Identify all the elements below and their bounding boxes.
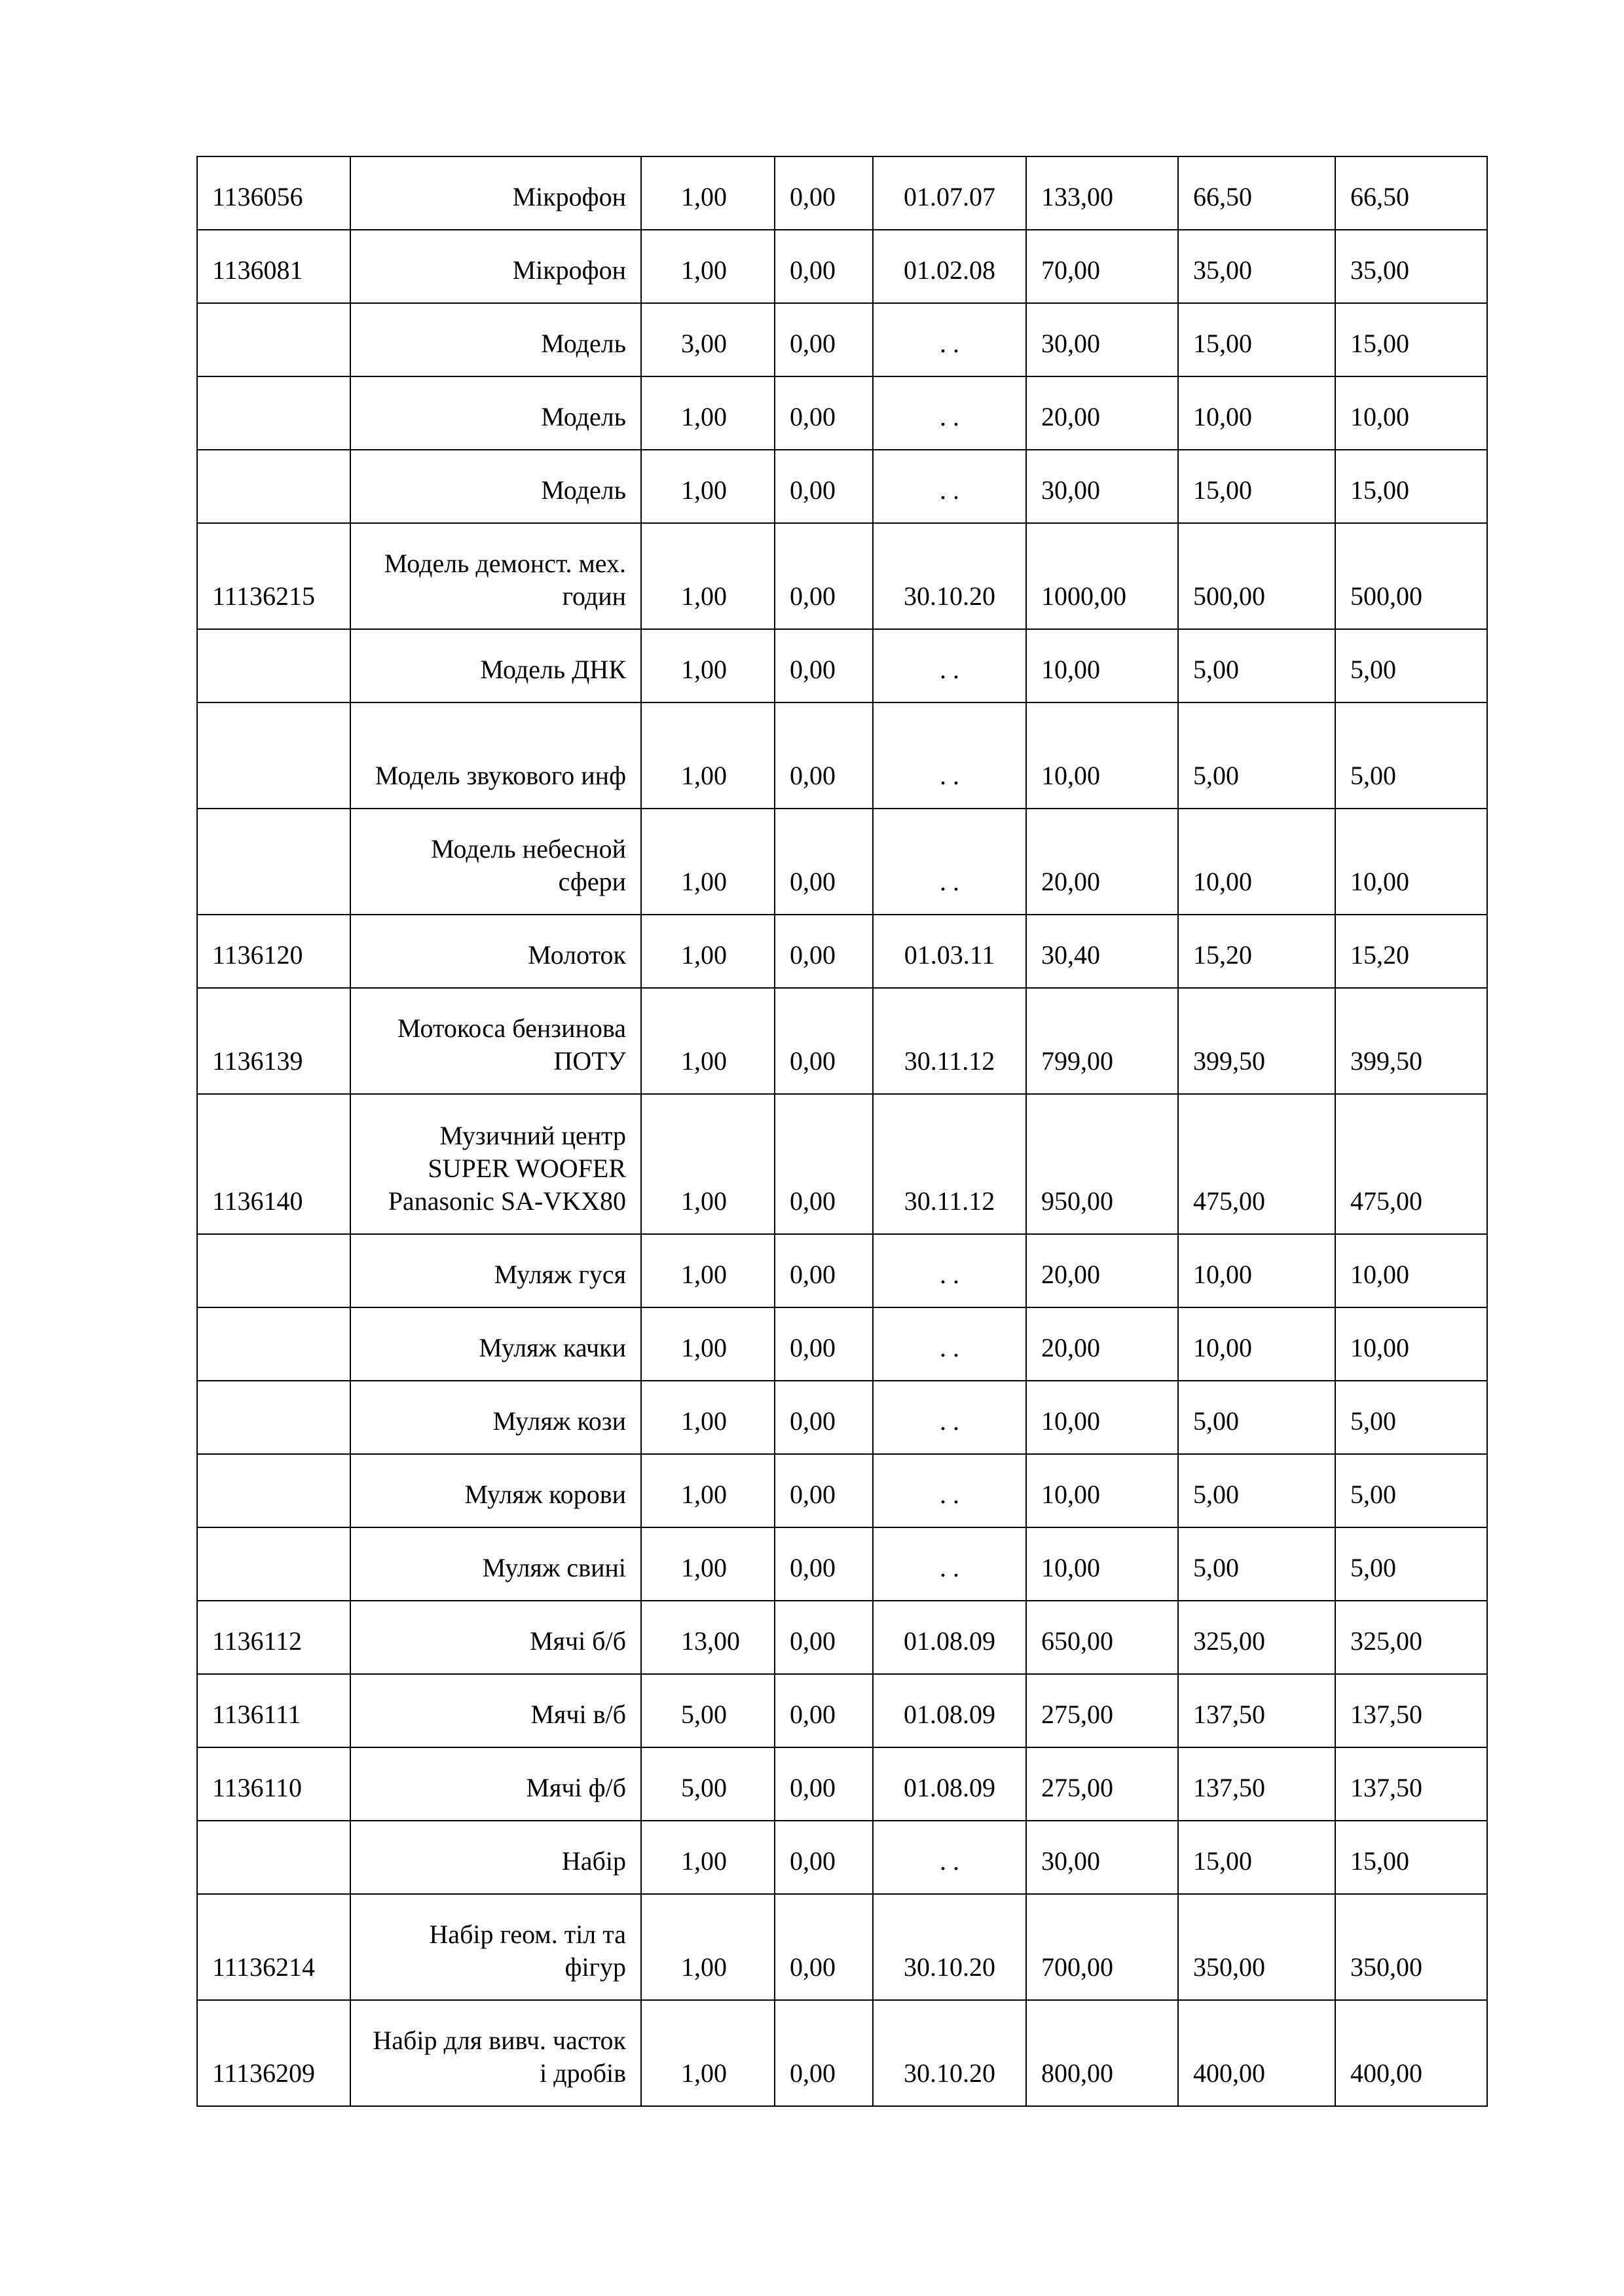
- price-cell: 20,00: [1026, 1234, 1178, 1307]
- quantity-cell: 1,00: [641, 1094, 775, 1234]
- inventory-code-cell: 1136120: [197, 915, 350, 988]
- inventory-code-cell: 1136140: [197, 1094, 350, 1234]
- inventory-code-cell: [197, 1381, 350, 1454]
- date-cell: . .: [873, 1527, 1026, 1601]
- quantity-cell: 1,00: [641, 230, 775, 303]
- price-cell: 800,00: [1026, 2000, 1178, 2106]
- inventory-code-cell: [197, 1234, 350, 1307]
- quantity-cell: 1,00: [641, 523, 775, 629]
- residual-value-cell: 137,50: [1335, 1674, 1487, 1747]
- residual-value-cell: 15,00: [1335, 450, 1487, 523]
- inventory-code-cell: [197, 376, 350, 450]
- residual-value-cell: 66,50: [1335, 156, 1487, 230]
- depreciation-cell: 5,00: [1178, 1381, 1335, 1454]
- quantity-cell: 1,00: [641, 1454, 775, 1527]
- price-cell: 10,00: [1026, 1381, 1178, 1454]
- depreciation-cell: 15,00: [1178, 303, 1335, 376]
- table-row: [197, 1307, 1487, 1381]
- table-row: [197, 303, 1487, 376]
- residual-value-cell: 10,00: [1335, 1234, 1487, 1307]
- price-cell: 30,00: [1026, 1821, 1178, 1894]
- residual-value-cell: 15,00: [1335, 1821, 1487, 1894]
- residual-value-cell: 35,00: [1335, 230, 1487, 303]
- zero-value-cell: 0,00: [775, 915, 873, 988]
- item-name-cell: Модель: [350, 376, 641, 450]
- inventory-code-cell: 1136139: [197, 988, 350, 1094]
- date-cell: 30.10.20: [873, 523, 1026, 629]
- item-name-cell: Мячі б/б: [350, 1601, 641, 1674]
- quantity-cell: 1,00: [641, 988, 775, 1094]
- date-cell: 01.03.11: [873, 915, 1026, 988]
- date-cell: . .: [873, 809, 1026, 915]
- table-row: [197, 1381, 1487, 1454]
- date-cell: 01.08.09: [873, 1601, 1026, 1674]
- price-cell: 70,00: [1026, 230, 1178, 303]
- inventory-code-cell: [197, 450, 350, 523]
- quantity-cell: 1,00: [641, 702, 775, 809]
- date-cell: . .: [873, 450, 1026, 523]
- price-cell: 1000,00: [1026, 523, 1178, 629]
- residual-value-cell: 399,50: [1335, 988, 1487, 1094]
- quantity-cell: 1,00: [641, 450, 775, 523]
- table-row: [197, 629, 1487, 702]
- zero-value-cell: 0,00: [775, 1381, 873, 1454]
- item-name-cell: Музичний центр SUPER WOOFER Panasonic SA-VKX80: [350, 1094, 641, 1234]
- quantity-cell: 5,00: [641, 1747, 775, 1821]
- date-cell: 30.10.20: [873, 2000, 1026, 2106]
- date-cell: . .: [873, 1821, 1026, 1894]
- date-cell: . .: [873, 629, 1026, 702]
- price-cell: 10,00: [1026, 1527, 1178, 1601]
- item-name-cell: Муляж гуся: [350, 1234, 641, 1307]
- depreciation-cell: 66,50: [1178, 156, 1335, 230]
- item-name-cell: Модель демонст. мех. годин: [350, 523, 641, 629]
- residual-value-cell: 325,00: [1335, 1601, 1487, 1674]
- date-cell: . .: [873, 303, 1026, 376]
- zero-value-cell: 0,00: [775, 1894, 873, 2000]
- item-name-cell: Мячі ф/б: [350, 1747, 641, 1821]
- quantity-cell: 1,00: [641, 2000, 775, 2106]
- residual-value-cell: 10,00: [1335, 1307, 1487, 1381]
- residual-value-cell: 137,50: [1335, 1747, 1487, 1821]
- inventory-code-cell: 1136081: [197, 230, 350, 303]
- item-name-cell: Муляж качки: [350, 1307, 641, 1381]
- depreciation-cell: 500,00: [1178, 523, 1335, 629]
- quantity-cell: 3,00: [641, 303, 775, 376]
- table-row: [197, 1454, 1487, 1527]
- zero-value-cell: 0,00: [775, 809, 873, 915]
- quantity-cell: 1,00: [641, 1381, 775, 1454]
- inventory-code-cell: 11136214: [197, 1894, 350, 2000]
- inventory-code-cell: [197, 1307, 350, 1381]
- inventory-code-cell: 1136110: [197, 1747, 350, 1821]
- price-cell: 133,00: [1026, 156, 1178, 230]
- item-name-cell: Мікрофон: [350, 156, 641, 230]
- table-row: [197, 1601, 1487, 1674]
- zero-value-cell: 0,00: [775, 629, 873, 702]
- item-name-cell: Модель: [350, 450, 641, 523]
- table-row: [197, 1234, 1487, 1307]
- inventory-code-cell: [197, 809, 350, 915]
- date-cell: 01.02.08: [873, 230, 1026, 303]
- date-cell: . .: [873, 702, 1026, 809]
- inventory-code-cell: 1136111: [197, 1674, 350, 1747]
- depreciation-cell: 35,00: [1178, 230, 1335, 303]
- quantity-cell: 5,00: [641, 1674, 775, 1747]
- price-cell: 700,00: [1026, 1894, 1178, 2000]
- residual-value-cell: 15,20: [1335, 915, 1487, 988]
- zero-value-cell: 0,00: [775, 702, 873, 809]
- item-name-cell: Мотокоса бензинова ПОТУ: [350, 988, 641, 1094]
- item-name-cell: Муляж свині: [350, 1527, 641, 1601]
- residual-value-cell: 5,00: [1335, 1381, 1487, 1454]
- zero-value-cell: 0,00: [775, 1527, 873, 1601]
- depreciation-cell: 137,50: [1178, 1747, 1335, 1821]
- quantity-cell: 13,00: [641, 1601, 775, 1674]
- depreciation-cell: 5,00: [1178, 1454, 1335, 1527]
- item-name-cell: Модель небесной сфери: [350, 809, 641, 915]
- table-row: [197, 1674, 1487, 1747]
- residual-value-cell: 350,00: [1335, 1894, 1487, 2000]
- table-row: [197, 1747, 1487, 1821]
- price-cell: 799,00: [1026, 988, 1178, 1094]
- date-cell: 01.07.07: [873, 156, 1026, 230]
- price-cell: 10,00: [1026, 702, 1178, 809]
- depreciation-cell: 10,00: [1178, 809, 1335, 915]
- inventory-code-cell: 11136209: [197, 2000, 350, 2106]
- date-cell: . .: [873, 1307, 1026, 1381]
- inventory-code-cell: 11136215: [197, 523, 350, 629]
- zero-value-cell: 0,00: [775, 1234, 873, 1307]
- quantity-cell: 1,00: [641, 1234, 775, 1307]
- table-row: [197, 450, 1487, 523]
- zero-value-cell: 0,00: [775, 1307, 873, 1381]
- depreciation-cell: 10,00: [1178, 1307, 1335, 1381]
- price-cell: 20,00: [1026, 809, 1178, 915]
- price-cell: 30,40: [1026, 915, 1178, 988]
- item-name-cell: Муляж кози: [350, 1381, 641, 1454]
- table-row: [197, 1094, 1487, 1234]
- date-cell: . .: [873, 1234, 1026, 1307]
- quantity-cell: 1,00: [641, 156, 775, 230]
- table-row: [197, 230, 1487, 303]
- zero-value-cell: 0,00: [775, 450, 873, 523]
- date-cell: 01.08.09: [873, 1674, 1026, 1747]
- price-cell: 20,00: [1026, 376, 1178, 450]
- quantity-cell: 1,00: [641, 1894, 775, 2000]
- zero-value-cell: 0,00: [775, 156, 873, 230]
- depreciation-cell: 15,00: [1178, 1821, 1335, 1894]
- zero-value-cell: 0,00: [775, 1821, 873, 1894]
- price-cell: 650,00: [1026, 1601, 1178, 1674]
- depreciation-cell: 5,00: [1178, 702, 1335, 809]
- zero-value-cell: 0,00: [775, 523, 873, 629]
- depreciation-cell: 10,00: [1178, 1234, 1335, 1307]
- quantity-cell: 1,00: [641, 1821, 775, 1894]
- item-name-cell: Модель ДНК: [350, 629, 641, 702]
- item-name-cell: Мячі в/б: [350, 1674, 641, 1747]
- table-row: [197, 523, 1487, 629]
- item-name-cell: Модель: [350, 303, 641, 376]
- price-cell: 20,00: [1026, 1307, 1178, 1381]
- inventory-code-cell: 1136112: [197, 1601, 350, 1674]
- depreciation-cell: 10,00: [1178, 376, 1335, 450]
- price-cell: 10,00: [1026, 629, 1178, 702]
- quantity-cell: 1,00: [641, 809, 775, 915]
- quantity-cell: 1,00: [641, 376, 775, 450]
- zero-value-cell: 0,00: [775, 303, 873, 376]
- quantity-cell: 1,00: [641, 1307, 775, 1381]
- zero-value-cell: 0,00: [775, 988, 873, 1094]
- table-row: [197, 988, 1487, 1094]
- item-name-cell: Набір для вивч. часток і дробів: [350, 2000, 641, 2106]
- residual-value-cell: 10,00: [1335, 376, 1487, 450]
- date-cell: . .: [873, 376, 1026, 450]
- item-name-cell: Муляж корови: [350, 1454, 641, 1527]
- inventory-code-cell: [197, 1454, 350, 1527]
- table-row: [197, 915, 1487, 988]
- depreciation-cell: 350,00: [1178, 1894, 1335, 2000]
- date-cell: 30.11.12: [873, 988, 1026, 1094]
- zero-value-cell: 0,00: [775, 2000, 873, 2106]
- zero-value-cell: 0,00: [775, 376, 873, 450]
- depreciation-cell: 15,20: [1178, 915, 1335, 988]
- inventory-code-cell: [197, 303, 350, 376]
- table-row: [197, 809, 1487, 915]
- price-cell: 275,00: [1026, 1747, 1178, 1821]
- residual-value-cell: 475,00: [1335, 1094, 1487, 1234]
- price-cell: 30,00: [1026, 450, 1178, 523]
- price-cell: 30,00: [1026, 303, 1178, 376]
- price-cell: 10,00: [1026, 1454, 1178, 1527]
- depreciation-cell: 5,00: [1178, 1527, 1335, 1601]
- residual-value-cell: 500,00: [1335, 523, 1487, 629]
- zero-value-cell: 0,00: [775, 1674, 873, 1747]
- item-name-cell: Молоток: [350, 915, 641, 988]
- inventory-code-cell: [197, 1527, 350, 1601]
- date-cell: . .: [873, 1381, 1026, 1454]
- table-row: [197, 1894, 1487, 2000]
- item-name-cell: Набір: [350, 1821, 641, 1894]
- depreciation-cell: 400,00: [1178, 2000, 1335, 2106]
- price-cell: 275,00: [1026, 1674, 1178, 1747]
- zero-value-cell: 0,00: [775, 1094, 873, 1234]
- date-cell: 01.08.09: [873, 1747, 1026, 1821]
- table-row: [197, 1527, 1487, 1601]
- price-cell: 950,00: [1026, 1094, 1178, 1234]
- depreciation-cell: 15,00: [1178, 450, 1335, 523]
- depreciation-cell: 475,00: [1178, 1094, 1335, 1234]
- item-name-cell: Набір геом. тіл та фігур: [350, 1894, 641, 2000]
- quantity-cell: 1,00: [641, 629, 775, 702]
- zero-value-cell: 0,00: [775, 1454, 873, 1527]
- residual-value-cell: 10,00: [1335, 809, 1487, 915]
- date-cell: 30.11.12: [873, 1094, 1026, 1234]
- inventory-code-cell: [197, 702, 350, 809]
- table-row: [197, 2000, 1487, 2106]
- item-name-cell: Мікрофон: [350, 230, 641, 303]
- residual-value-cell: 15,00: [1335, 303, 1487, 376]
- quantity-cell: 1,00: [641, 915, 775, 988]
- zero-value-cell: 0,00: [775, 230, 873, 303]
- residual-value-cell: 5,00: [1335, 1527, 1487, 1601]
- table-row: [197, 156, 1487, 230]
- residual-value-cell: 5,00: [1335, 1454, 1487, 1527]
- inventory-code-cell: 1136056: [197, 156, 350, 230]
- item-name-cell: Модель звукового инф: [350, 702, 641, 809]
- inventory-code-cell: [197, 629, 350, 702]
- residual-value-cell: 5,00: [1335, 702, 1487, 809]
- depreciation-cell: 399,50: [1178, 988, 1335, 1094]
- depreciation-cell: 5,00: [1178, 629, 1335, 702]
- quantity-cell: 1,00: [641, 1527, 775, 1601]
- inventory-table: [196, 156, 1488, 2107]
- table-body: [197, 156, 1487, 2106]
- date-cell: 30.10.20: [873, 1894, 1026, 2000]
- date-cell: . .: [873, 1454, 1026, 1527]
- depreciation-cell: 325,00: [1178, 1601, 1335, 1674]
- residual-value-cell: 5,00: [1335, 629, 1487, 702]
- zero-value-cell: 0,00: [775, 1601, 873, 1674]
- residual-value-cell: 400,00: [1335, 2000, 1487, 2106]
- table-row: [197, 1821, 1487, 1894]
- inventory-code-cell: [197, 1821, 350, 1894]
- zero-value-cell: 0,00: [775, 1747, 873, 1821]
- table-row: [197, 376, 1487, 450]
- table-row: [197, 702, 1487, 809]
- depreciation-cell: 137,50: [1178, 1674, 1335, 1747]
